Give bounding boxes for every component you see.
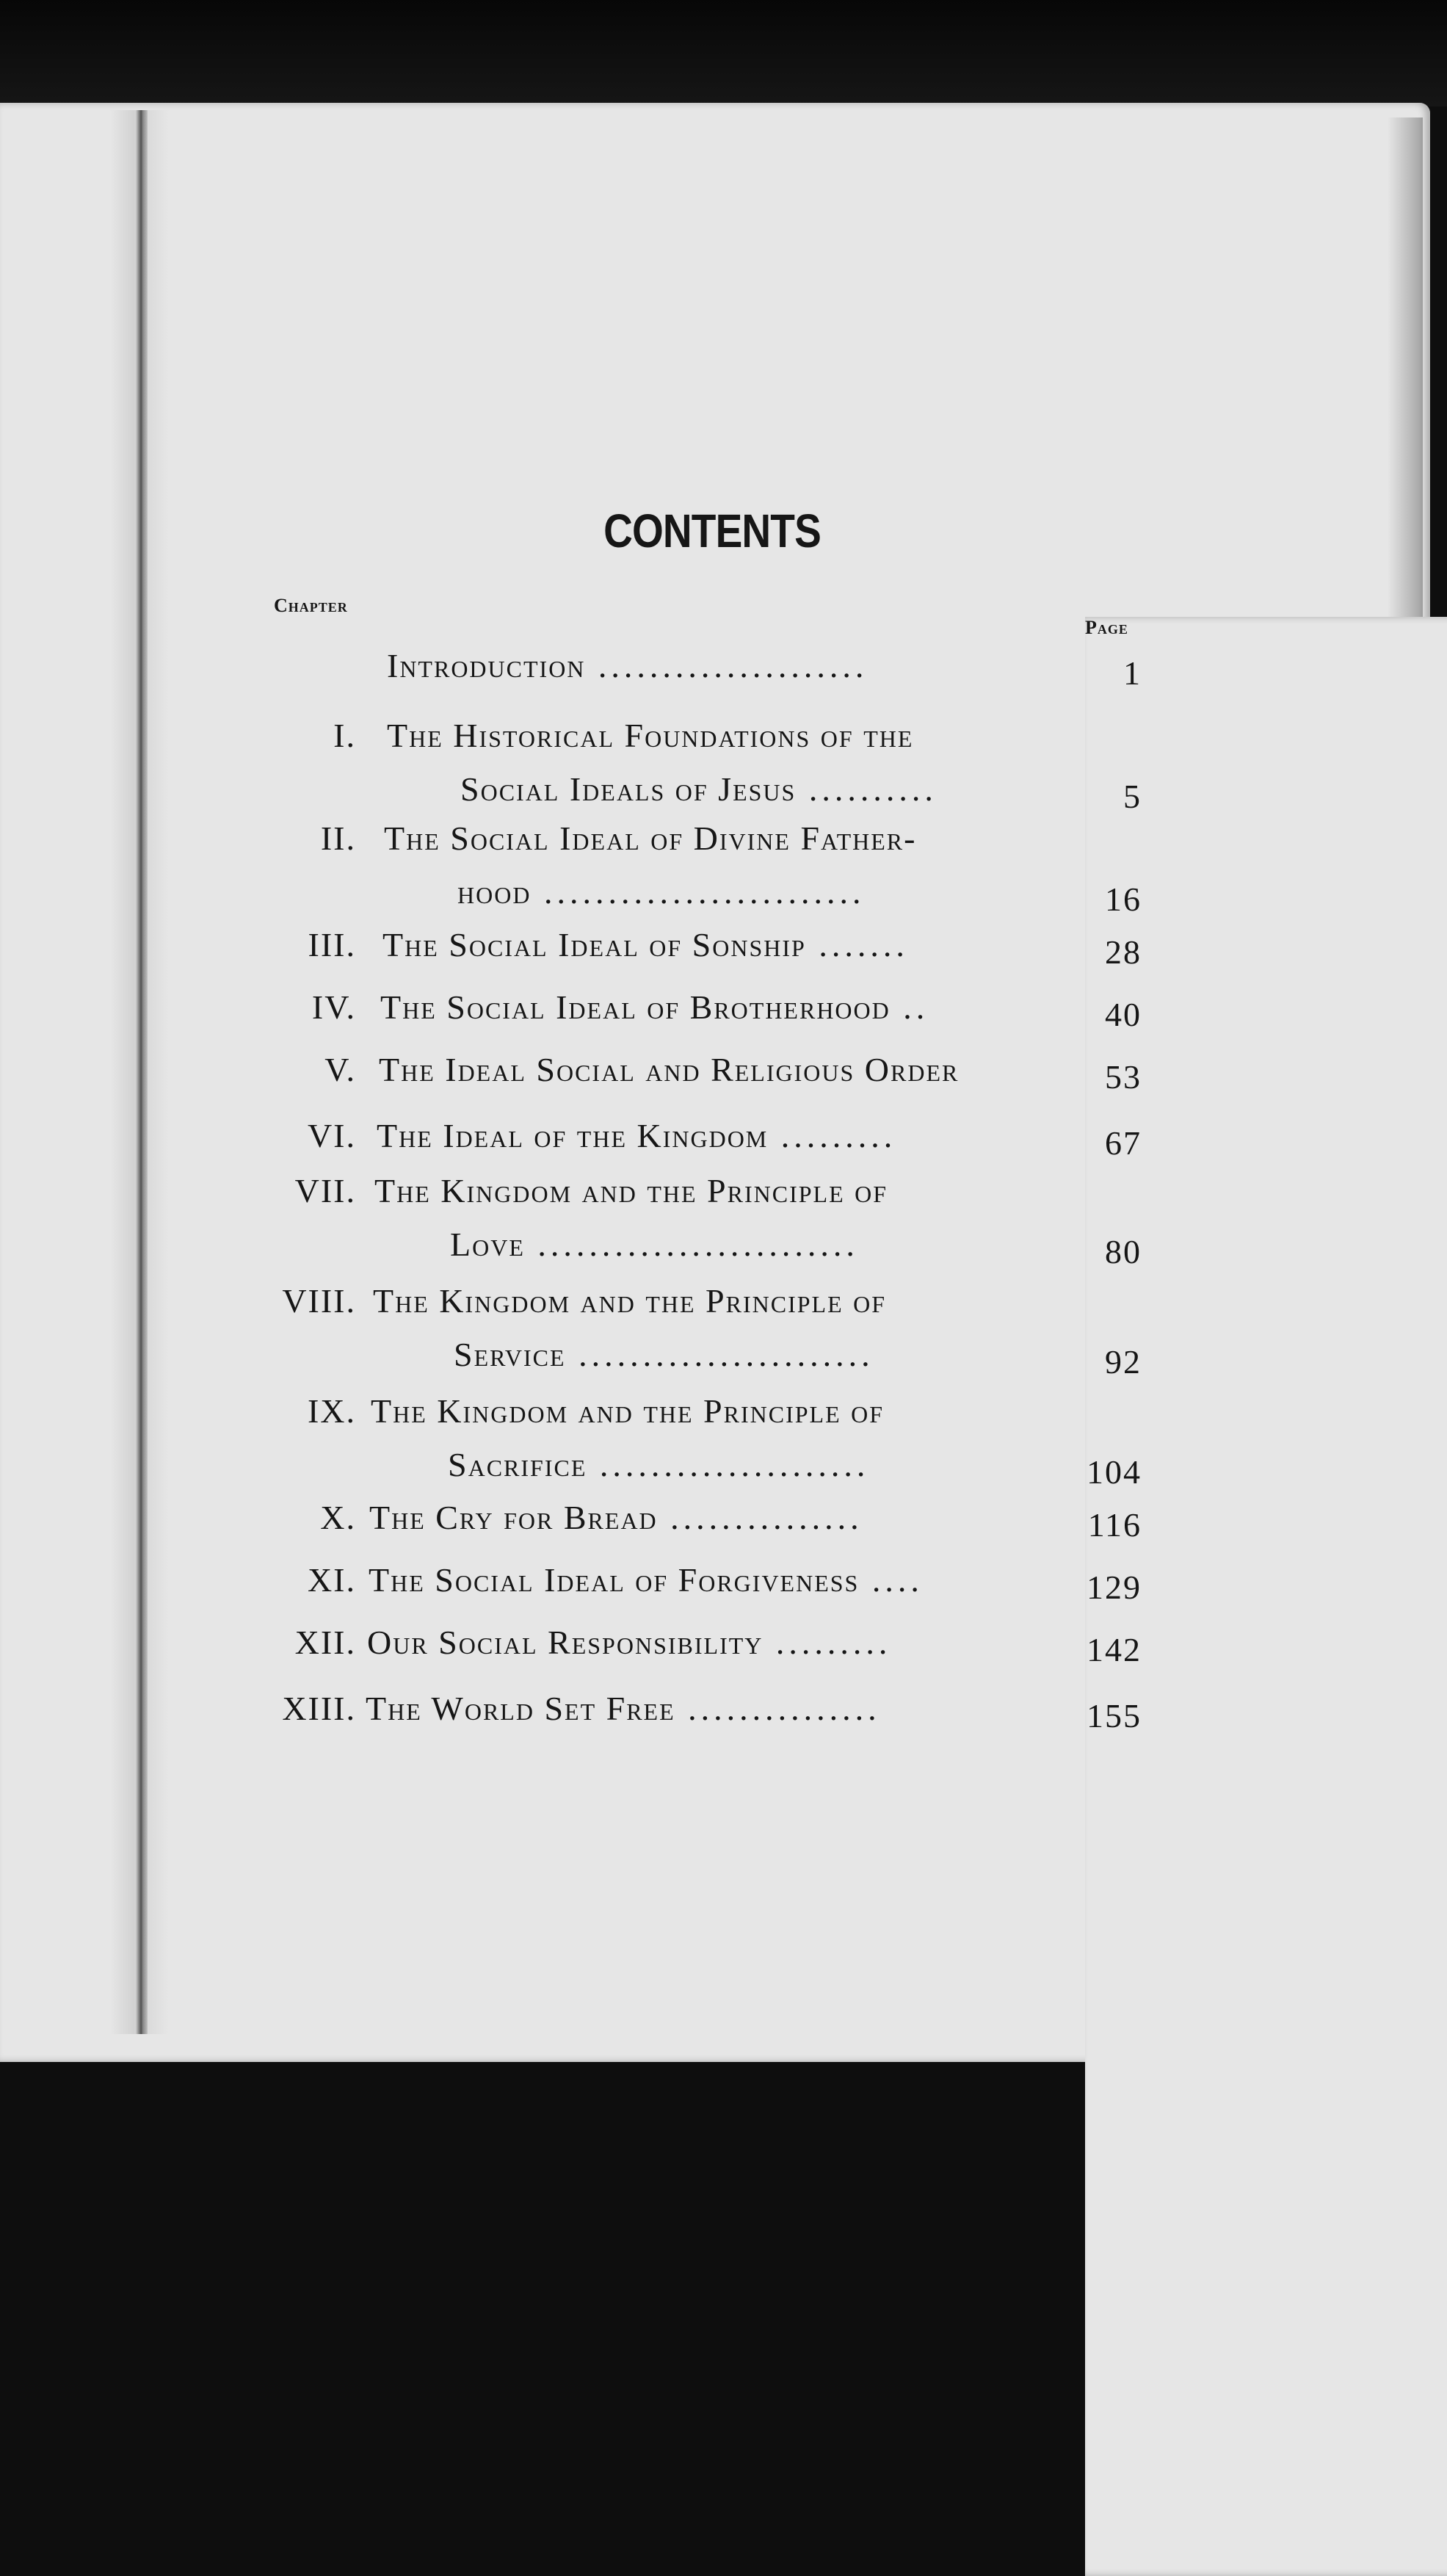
chapter-title-text: The Cry for Bread bbox=[369, 1499, 658, 1536]
page-number: 92 bbox=[1105, 1343, 1142, 1381]
chapter-title-text: The Historical Foundations of the bbox=[387, 717, 914, 754]
page-number: 67 bbox=[1105, 1124, 1142, 1162]
page-number: 155 bbox=[1087, 1697, 1142, 1734]
chapter-numeral: IV. bbox=[311, 988, 356, 1026]
chapter-title bbox=[384, 819, 916, 858]
dot-leader: ......... bbox=[763, 1624, 892, 1661]
page-number: 53 bbox=[1105, 1058, 1142, 1096]
page-column-header: Page bbox=[1085, 617, 1447, 2576]
dot-leader: ......................... bbox=[531, 873, 866, 911]
dot-leader: ............... bbox=[675, 1690, 881, 1727]
dot-leader: ..................... bbox=[585, 647, 868, 684]
chapter-title-continued-text: Social Ideals of Jesus bbox=[460, 770, 797, 808]
chapter-title bbox=[373, 1281, 886, 1320]
chapter-title-text: The Ideal of the Kingdom bbox=[377, 1117, 769, 1154]
page-title: CONTENTS bbox=[603, 504, 821, 557]
chapter-title-text: The Ideal Social and Religious Order bbox=[379, 1051, 960, 1088]
page-number: 142 bbox=[1087, 1631, 1142, 1668]
chapter-title bbox=[367, 1623, 891, 1662]
chapter-title-continued-text: Sacrifice bbox=[448, 1446, 587, 1483]
chapter-title-text: Introduction bbox=[387, 647, 586, 684]
chapter-title bbox=[380, 988, 929, 1027]
chapter-numeral: V. bbox=[324, 1051, 356, 1088]
page-number: 1 bbox=[1123, 654, 1142, 692]
page-number: 16 bbox=[1105, 880, 1142, 918]
chapter-title-continued-text: hood bbox=[457, 873, 532, 911]
chapter-numeral: IX. bbox=[307, 1392, 356, 1430]
chapter-title-continued bbox=[457, 872, 865, 911]
dot-leader: ......................... bbox=[524, 1226, 859, 1263]
dot-leader: .......... bbox=[796, 770, 938, 808]
dot-leader: .... bbox=[859, 1561, 924, 1599]
page-number: 5 bbox=[1123, 778, 1142, 815]
chapter-title-continued-text: Love bbox=[450, 1226, 525, 1263]
page-number: 80 bbox=[1105, 1233, 1142, 1270]
chapter-numeral: VII. bbox=[294, 1172, 356, 1209]
chapter-title-text: The Social Ideal of Brotherhood bbox=[380, 988, 891, 1026]
chapter-title bbox=[382, 925, 909, 964]
chapter-numeral: III. bbox=[308, 926, 356, 963]
chapter-numeral: X. bbox=[320, 1499, 356, 1536]
chapter-title bbox=[366, 1689, 881, 1728]
dot-leader: ....................... bbox=[565, 1336, 874, 1373]
chapter-title-continued-text: Service bbox=[454, 1336, 566, 1373]
chapter-title bbox=[379, 1050, 959, 1089]
chapter-numeral: VIII. bbox=[282, 1282, 356, 1320]
dot-leader: ..................... bbox=[587, 1446, 870, 1483]
page-number: 104 bbox=[1087, 1453, 1142, 1491]
dot-leader: ......... bbox=[768, 1117, 897, 1154]
chapter-column-header: Chapter bbox=[274, 595, 348, 616]
chapter-title-continued bbox=[454, 1335, 874, 1374]
chapter-title-continued bbox=[460, 770, 938, 808]
chapter-title bbox=[371, 1392, 884, 1430]
chapter-title bbox=[369, 1498, 863, 1537]
chapter-numeral: VI. bbox=[307, 1117, 356, 1154]
chapter-title-text: Our Social Responsibility bbox=[367, 1624, 764, 1661]
chapter-title-text: The World Set Free bbox=[366, 1690, 675, 1727]
chapter-numeral: I. bbox=[333, 717, 356, 754]
chapter-numeral: XII. bbox=[294, 1624, 356, 1661]
chapter-title bbox=[387, 716, 913, 755]
page-number: 116 bbox=[1087, 1506, 1142, 1544]
chapter-title bbox=[374, 1171, 888, 1210]
chapter-numeral: XI. bbox=[307, 1561, 356, 1599]
chapter-title-text: The Kingdom and the Principle of bbox=[374, 1172, 888, 1209]
dot-leader: .. bbox=[890, 988, 929, 1026]
chapter-numeral: XIII. bbox=[282, 1690, 356, 1727]
chapter-title bbox=[377, 1116, 896, 1155]
chapter-title-continued bbox=[450, 1225, 859, 1264]
chapter-title-text: The Kingdom and the Principle of bbox=[371, 1392, 885, 1430]
page-number: 129 bbox=[1087, 1569, 1142, 1606]
page-number: 40 bbox=[1105, 996, 1142, 1033]
chapter-title bbox=[387, 646, 868, 685]
chapter-title-continued bbox=[448, 1445, 869, 1484]
page-number: 28 bbox=[1105, 933, 1142, 971]
chapter-title-text: The Social Ideal of Forgiveness bbox=[369, 1561, 860, 1599]
chapter-title bbox=[369, 1560, 924, 1599]
dot-leader: ............... bbox=[657, 1499, 863, 1536]
chapter-title-text: The Social Ideal of Sonship bbox=[382, 926, 806, 963]
chapter-numeral: II. bbox=[320, 820, 356, 857]
dot-leader: ....... bbox=[805, 926, 909, 963]
chapter-title-text: The Kingdom and the Principle of bbox=[373, 1282, 887, 1320]
chapter-title-text: The Social Ideal of Divine Father- bbox=[384, 820, 917, 857]
